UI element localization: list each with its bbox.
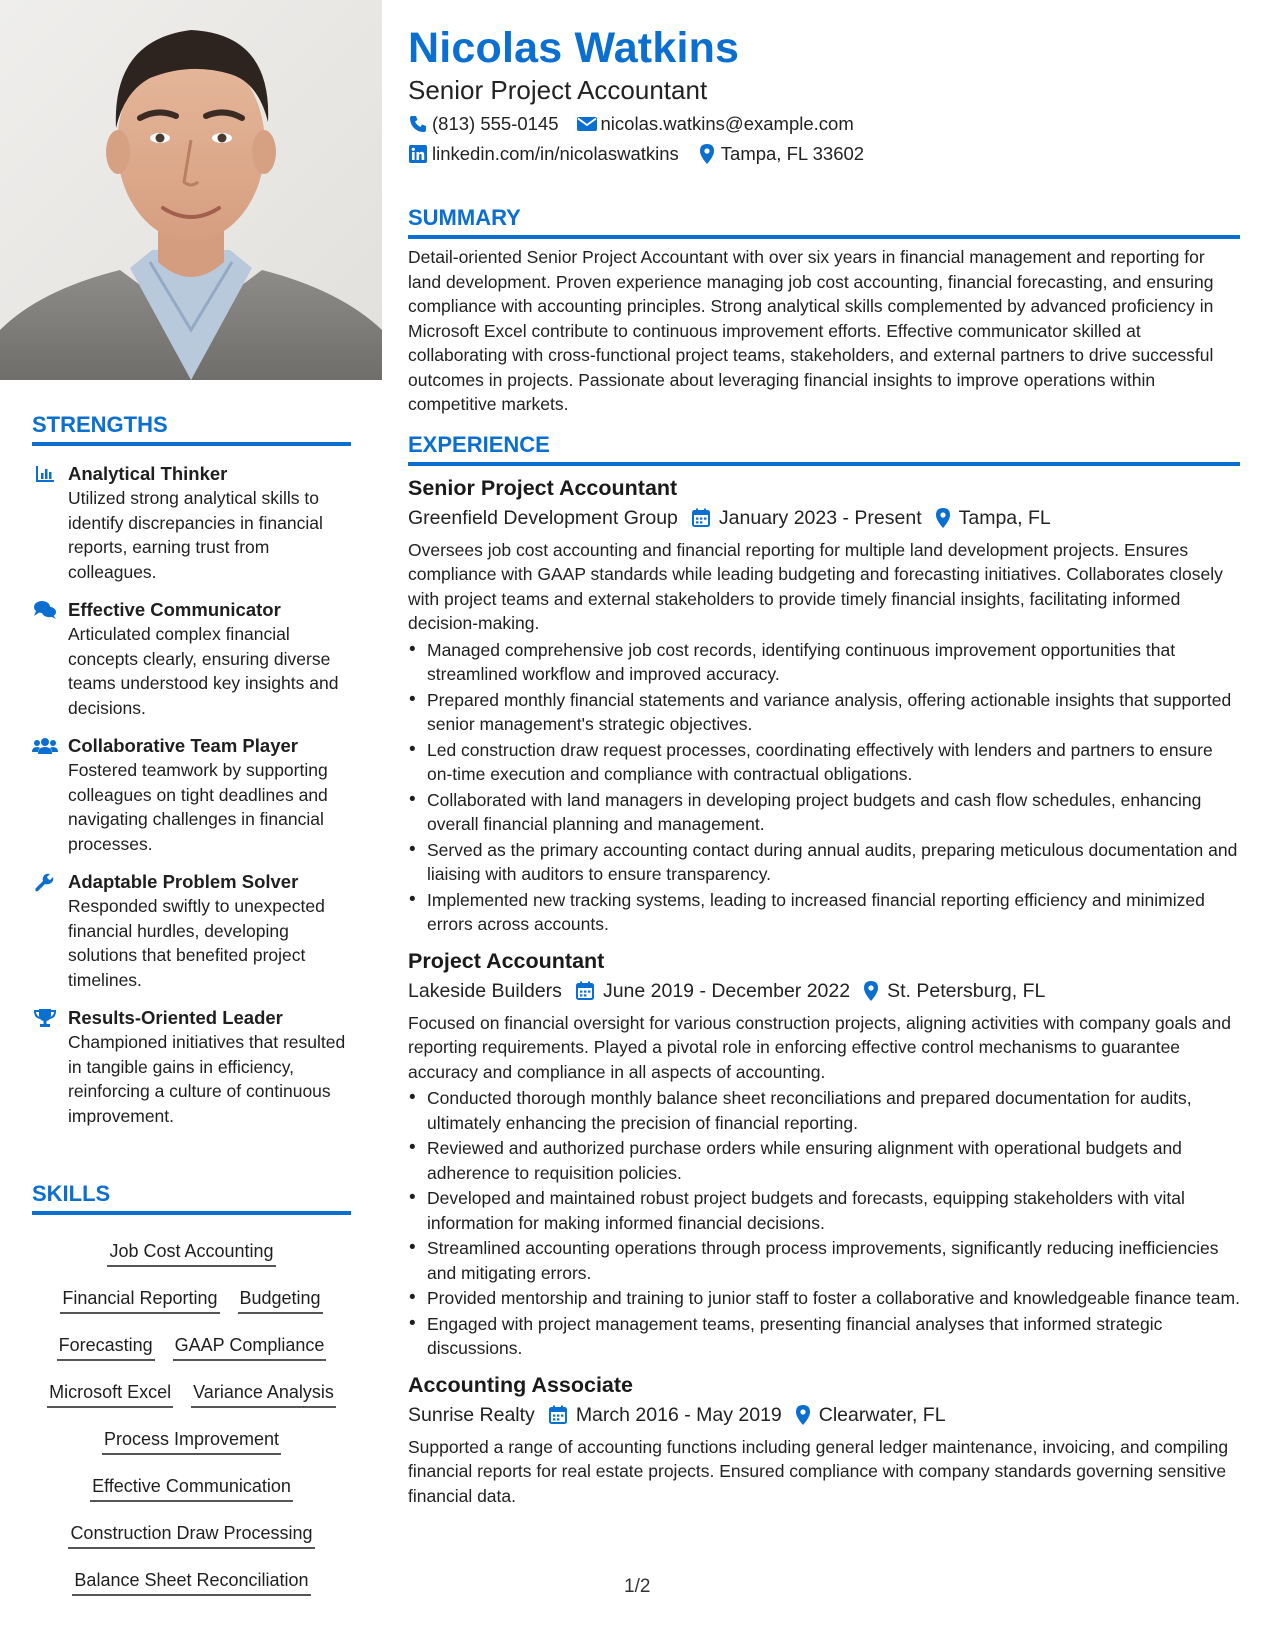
strength-item [32,870,351,992]
job-description: Focused on financial oversight for various construction projects, aligning activities with company goals and reporting requirements. Played a pivotal role in enforcing effective control mechanisms to guarantee accuracy and compliance in all aspects of accounting. [408,1012,1231,1082]
job-meta [408,1400,1240,1430]
skill-tag: Forecasting [57,1327,155,1361]
skill-tag: Microsoft Excel [47,1374,173,1408]
contact-row [408,112,1240,136]
map-pin-icon [796,1405,810,1425]
strength-description: Articulated complex financial concepts clearly, ensuring diverse teams understood key insights and decisions. [68,624,339,718]
job-bullet: • Managed comprehensive job cost records, identifying continuous improvement opportunities that streamlined workflow and improved accuracy. [408,638,1240,687]
strength-title: Adaptable Problem Solver [68,871,299,892]
skill-tag: Construction Draw Processing [68,1515,314,1549]
chart-bar-icon [32,462,58,486]
job-entry [408,947,1240,1361]
strength-title: Analytical Thinker [68,463,228,484]
skill-tag: Effective Communication [90,1468,293,1502]
summary-heading: SUMMARY [408,204,1240,239]
job-company: Sunrise Realty [408,1403,535,1426]
job-bullet: • Implemented new tracking systems, leading to increased financial reporting efficiency and minimized errors across accounts. [408,888,1240,937]
candidate-name: Nicolas Watkins [408,24,740,72]
candidate-title: Senior Project Accountant [408,75,708,105]
job-location: Clearwater, FL [818,1403,946,1426]
job-entry [408,1371,1240,1509]
job-bullet: • Provided mentorship and training to junior staff to foster a collaborative and knowledgeable finance team. [408,1286,1240,1311]
job-bullet: • Conducted thorough monthly balance sheet reconciliations and prepared documentation for audits, ultimately enhancing the precision of financial reporting. [408,1086,1240,1135]
comments-icon [32,598,58,622]
profile-photo [0,0,382,380]
strength-description: Responded swiftly to unexpected financial hurdles, developing solutions that benefited project timelines. [68,896,325,990]
job-bullet: • Served as the primary accounting contact during annual audits, preparing meticulous documentation and liaising with auditors to ensure transparency. [408,838,1240,887]
job-dates: June 2019 - December 2022 [602,979,851,1002]
job-company: Lakeside Builders [408,979,562,1002]
main-column [408,22,1240,1508]
job-title: Accounting Associate [408,1372,633,1397]
strength-item [32,734,351,856]
skills-section [32,1180,351,1603]
job-title: Project Accountant [408,948,605,973]
skill-tag: Process Improvement [102,1421,281,1455]
contact-email[interactable] [577,112,854,136]
map-pin-icon [697,144,717,164]
skill-tag: Budgeting [238,1280,323,1314]
calendar-icon [692,508,710,527]
job-bullet: • Engaged with project management teams, presenting financial analyses that informed strategic discussions. [408,1312,1240,1361]
job-meta [408,976,1240,1006]
experience-heading: EXPERIENCE [408,431,1240,466]
strengths-section [32,411,351,1128]
job-location: Tampa, FL [958,506,1051,529]
wrench-icon [32,870,58,894]
envelope-icon [577,114,597,134]
job-dates: March 2016 - May 2019 [575,1403,782,1426]
strength-title: Effective Communicator [68,599,281,620]
strength-item [32,598,351,720]
map-pin-icon [936,508,950,528]
job-bullet: • Prepared monthly financial statements and variance analysis, offering actionable insights that supported senior management's strategic objectives. [408,688,1240,737]
phone-text: (813) 555-0145 [432,113,559,134]
contact-phone [408,112,559,136]
strength-description: Utilized strong analytical skills to identify discrepancies in financial reports, earning trust from colleagues. [68,488,323,582]
job-bullet: • Streamlined accounting operations through process improvements, significantly reducing inefficiencies and mitigating errors. [408,1236,1240,1285]
calendar-icon [576,981,594,1000]
contact-linkedin[interactable] [408,142,679,166]
job-bullet: • Developed and maintained robust project budgets and forecasts, equipping stakeholders with vital information for making informed financial decisions. [408,1186,1240,1235]
phone-icon [408,114,428,134]
map-pin-icon [864,981,878,1001]
linkedin-text[interactable]: linkedin.com/in/nicolaswatkins [432,143,679,164]
job-entry [408,474,1240,937]
job-location: St. Petersburg, FL [887,979,1046,1002]
skill-tag: GAAP Compliance [173,1327,327,1361]
job-bullet: • Collaborated with land managers in developing project budgets and cash flow schedules, enhancing overall financial planning and management. [408,788,1240,837]
strengths-heading: STRENGTHS [32,411,351,446]
contact-location [697,142,864,166]
job-bullets [408,638,1240,937]
job-meta [408,503,1240,533]
strength-description: Championed initiatives that resulted in tangible gains in efficiency, reinforcing a culture of continuous improvement. [68,1032,346,1126]
strength-title: Collaborative Team Player [68,735,298,756]
strength-description: Fostered teamwork by supporting colleagues on tight deadlines and navigating challenges in financial processes. [68,760,328,854]
location-text: Tampa, FL 33602 [720,143,865,164]
job-bullets [408,1086,1240,1361]
left-column [0,0,382,1650]
job-description: Supported a range of accounting functions including general ledger maintenance, invoicing, and compiling financial reports for real estate projects. Ensured compliance with company standards governing sensitive financial data. [408,1436,1229,1506]
job-dates: January 2023 - Present [718,506,922,529]
contact-row [408,142,1240,166]
job-title: Senior Project Accountant [408,475,678,500]
job-bullet: • Reviewed and authorized purchase orders while ensuring alignment with operational budgets and adherence to requisition policies. [408,1136,1240,1185]
job-company: Greenfield Development Group [408,506,678,529]
skill-tag: Variance Analysis [191,1374,336,1408]
skills-heading: SKILLS [32,1180,351,1215]
email-text[interactable]: nicolas.watkins@example.com [600,113,854,134]
strength-item [32,1006,351,1128]
users-icon [32,734,58,758]
skill-tag: Balance Sheet Reconciliation [72,1562,310,1596]
job-description: Oversees job cost accounting and financial reporting for multiple land development projects. Ensures compliance with GAAP standards while leading budgeting and forecasting initiatives. Collaborates closely with project teams and external stakeholders to provide timely financial insights, facilitating informed decision-making. [408,539,1223,633]
job-bullet: • Led construction draw request processes, coordinating effectively with lenders and partners to ensure on-time execution and compliance with contractual obligations. [408,738,1240,787]
strength-title: Results-Oriented Leader [68,1007,283,1028]
skill-tag: Job Cost Accounting [107,1233,275,1267]
linkedin-icon [408,144,428,164]
skill-tag: Financial Reporting [60,1280,219,1314]
calendar-icon [549,1405,567,1424]
summary-text: Detail-oriented Senior Project Accountant with over six years in financial management and reporting for land development. Proven experience managing job cost accounting, financial forecasting, and ensuring compliance with accounting principles. Strong analytical skills complemented by advanced proficiency in Microsoft Excel contribute to continuous improvement efforts. Effective communicator skilled at collaborating with cross-functional project teams, stakeholders, and external partners to drive successful outcomes in projects. Passionate about leveraging financial insights to improve operations within competitive markets. [408,247,1214,414]
page-number: 1/2 [624,1576,651,1597]
trophy-icon [32,1006,58,1030]
strength-item [32,462,351,584]
skills-list [32,1227,351,1603]
